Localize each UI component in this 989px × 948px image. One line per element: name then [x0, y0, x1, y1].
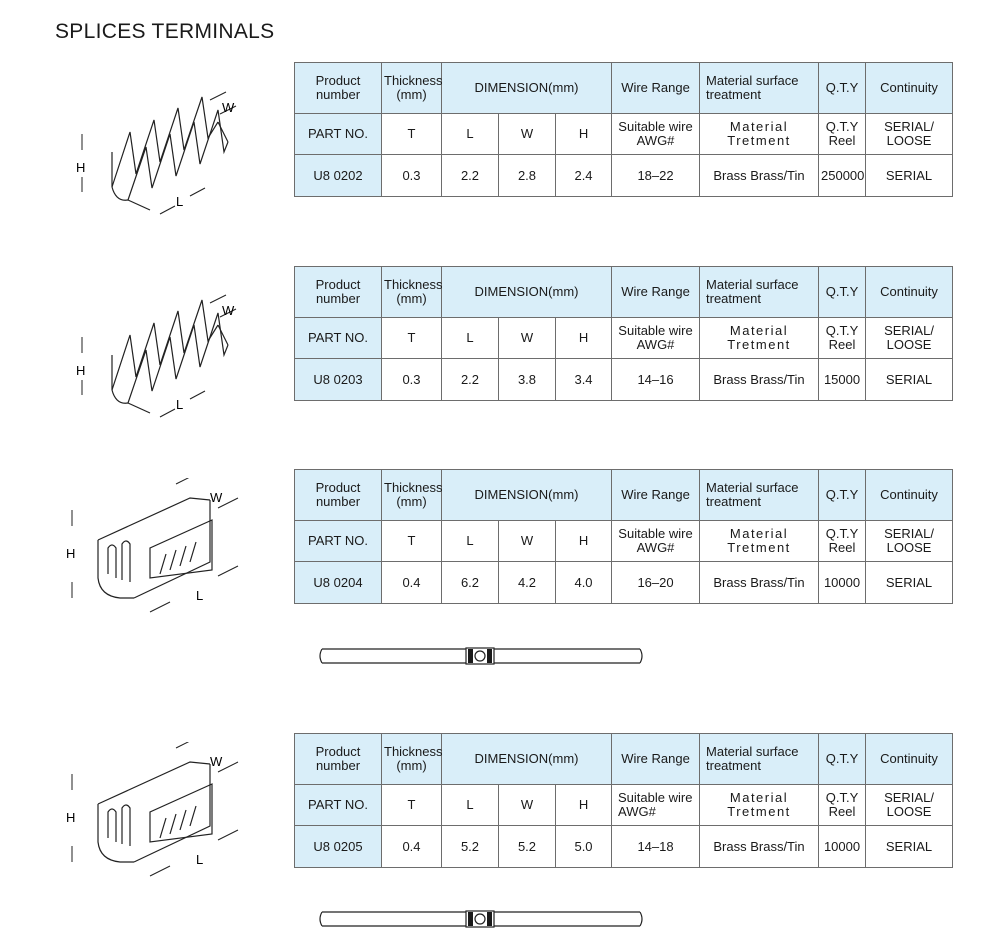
sub-material: Material Tretment [700, 114, 819, 155]
sub-t: T [382, 785, 442, 826]
l-dim-label: L [196, 588, 204, 603]
header-continuity: Continuity [866, 734, 953, 785]
qty-value: 10000 [819, 826, 866, 868]
sub-l: L [442, 318, 499, 359]
sub-material: Material Tretment [700, 318, 819, 359]
material-value: Brass Brass/Tin [700, 359, 819, 401]
sub-l: L [442, 521, 499, 562]
spec-table-0204 [294, 469, 953, 604]
sub-part-no: PART NO. [295, 114, 382, 155]
header-thickness: Thickness (mm) [382, 267, 442, 318]
height-value: 2.4 [556, 155, 612, 197]
crimp-right [487, 649, 492, 663]
crimp-right [487, 912, 492, 926]
sub-qty: Q.T.Y Reel [819, 521, 866, 562]
height-value: 5.0 [556, 826, 612, 868]
h-dim-label: H [76, 363, 86, 378]
l-dim-label: L [196, 852, 204, 867]
length-value: 5.2 [442, 826, 499, 868]
zigzag-terminal-drawing [50, 82, 260, 232]
header-dimension: DIMENSION(mm) [442, 63, 612, 114]
header-thickness: Thickness (mm) [382, 470, 442, 521]
u-barrel-terminal-drawing [50, 742, 260, 892]
thickness-value: 0.3 [382, 155, 442, 197]
h-dim-label: H [66, 810, 76, 825]
continuity-value: SERIAL [866, 359, 953, 401]
length-value: 6.2 [442, 562, 499, 604]
sub-l: L [442, 114, 499, 155]
spec-table-0202 [294, 62, 953, 197]
sub-wire: Suitable wire AWG# [612, 114, 700, 155]
sub-qty: Q.T.Y Reel [819, 785, 866, 826]
header-continuity: Continuity [866, 63, 953, 114]
part-number: U8 0202 [295, 155, 382, 197]
width-value: 4.2 [499, 562, 556, 604]
length-value: 2.2 [442, 359, 499, 401]
sub-material: Material Tretment [700, 785, 819, 826]
sub-continuity: SERIAL/ LOOSE [866, 114, 953, 155]
continuity-value: SERIAL [866, 826, 953, 868]
header-product-number: Product number [295, 267, 382, 318]
part-number: U8 0205 [295, 826, 382, 868]
header-wire-range: Wire Range [612, 267, 700, 318]
header-wire-range: Wire Range [612, 734, 700, 785]
continuity-value: SERIAL [866, 562, 953, 604]
header-material: Material surface treatment [700, 267, 819, 318]
sub-h: H [556, 785, 612, 826]
h-dim-label: H [66, 546, 76, 561]
sub-wire: Suitable wire AWG# [612, 785, 700, 826]
header-material: Material surface treatment [700, 470, 819, 521]
material-value: Brass Brass/Tin [700, 155, 819, 197]
sub-t: T [382, 318, 442, 359]
sub-part-no: PART NO. [295, 521, 382, 562]
u-barrel-terminal-drawing [50, 478, 260, 628]
header-dimension: DIMENSION(mm) [442, 267, 612, 318]
header-material: Material surface treatment [700, 734, 819, 785]
continuity-value: SERIAL [866, 155, 953, 197]
material-value: Brass Brass/Tin [700, 826, 819, 868]
zigzag-terminal-drawing [50, 285, 260, 435]
header-product-number: Product number [295, 734, 382, 785]
page-title: SPLICES TERMINALS [55, 20, 275, 43]
thickness-value: 0.4 [382, 562, 442, 604]
part-number: U8 0204 [295, 562, 382, 604]
h-dim-label: H [76, 160, 86, 175]
header-thickness: Thickness (mm) [382, 734, 442, 785]
sub-continuity: SERIAL/ LOOSE [866, 785, 953, 826]
header-qty: Q.T.Y [819, 734, 866, 785]
wire-range-value: 14–16 [612, 359, 700, 401]
sub-part-no: PART NO. [295, 318, 382, 359]
sub-material: Material Tretment [700, 521, 819, 562]
thickness-value: 0.3 [382, 359, 442, 401]
wire-range-value: 14–18 [612, 826, 700, 868]
sub-qty: Q.T.Y Reel [819, 318, 866, 359]
sub-w: W [499, 114, 556, 155]
w-dim-label: W [222, 303, 235, 318]
thickness-value: 0.4 [382, 826, 442, 868]
w-dim-label: W [210, 490, 223, 505]
material-value: Brass Brass/Tin [700, 562, 819, 604]
header-thickness: Thickness (mm) [382, 63, 442, 114]
sub-w: W [499, 318, 556, 359]
crimp-left [468, 649, 473, 663]
sub-l: L [442, 785, 499, 826]
w-dim-label: W [210, 754, 223, 769]
height-value: 3.4 [556, 359, 612, 401]
sub-w: W [499, 521, 556, 562]
spliced-wire-illustration [318, 906, 648, 932]
header-wire-range: Wire Range [612, 63, 700, 114]
header-qty: Q.T.Y [819, 63, 866, 114]
sub-wire: Suitable wire AWG# [612, 318, 700, 359]
sub-part-no: PART NO. [295, 785, 382, 826]
header-material: Material surface treatment [700, 63, 819, 114]
sub-t: T [382, 114, 442, 155]
wire-range-value: 18–22 [612, 155, 700, 197]
spec-table-0205 [294, 733, 953, 868]
sub-h: H [556, 318, 612, 359]
qty-value: 15000 [819, 359, 866, 401]
sub-continuity: SERIAL/ LOOSE [866, 521, 953, 562]
l-dim-label: L [176, 397, 184, 412]
spliced-wire-illustration [318, 643, 648, 669]
header-qty: Q.T.Y [819, 470, 866, 521]
sub-w: W [499, 785, 556, 826]
crimp-left [468, 912, 473, 926]
width-value: 3.8 [499, 359, 556, 401]
header-continuity: Continuity [866, 267, 953, 318]
qty-value: 10000 [819, 562, 866, 604]
spec-table-0203 [294, 266, 953, 401]
length-value: 2.2 [442, 155, 499, 197]
header-product-number: Product number [295, 470, 382, 521]
header-continuity: Continuity [866, 470, 953, 521]
sub-qty: Q.T.Y Reel [819, 114, 866, 155]
l-dim-label: L [176, 194, 184, 209]
qty-value: 250000 [819, 155, 866, 197]
wire-range-value: 16–20 [612, 562, 700, 604]
width-value: 2.8 [499, 155, 556, 197]
w-dim-label: W [222, 100, 235, 115]
header-dimension: DIMENSION(mm) [442, 470, 612, 521]
sub-continuity: SERIAL/ LOOSE [866, 318, 953, 359]
header-product-number: Product number [295, 63, 382, 114]
header-wire-range: Wire Range [612, 470, 700, 521]
sub-wire: Suitable wire AWG# [612, 521, 700, 562]
header-dimension: DIMENSION(mm) [442, 734, 612, 785]
sub-h: H [556, 114, 612, 155]
part-number: U8 0203 [295, 359, 382, 401]
sub-h: H [556, 521, 612, 562]
height-value: 4.0 [556, 562, 612, 604]
width-value: 5.2 [499, 826, 556, 868]
header-qty: Q.T.Y [819, 267, 866, 318]
sub-t: T [382, 521, 442, 562]
